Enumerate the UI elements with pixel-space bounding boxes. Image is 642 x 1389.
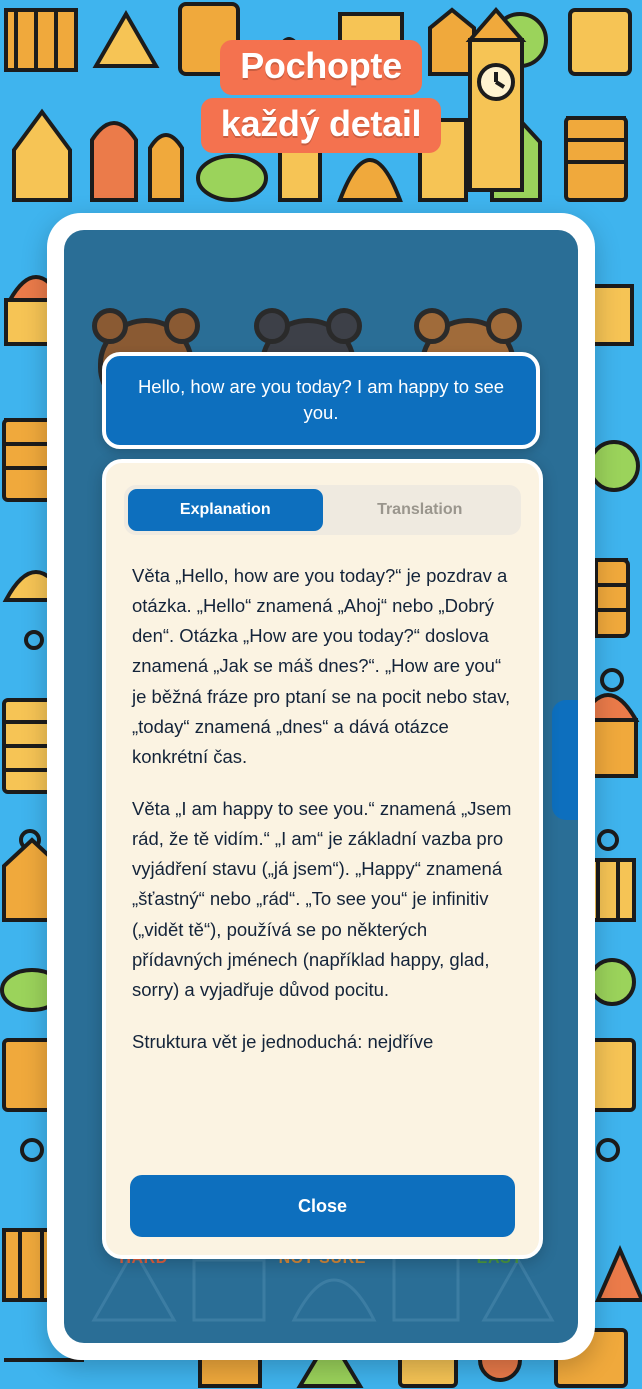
sentence-card	[102, 352, 540, 449]
close-button[interactable]: Close	[130, 1175, 515, 1237]
modal-tab-bar	[124, 485, 521, 535]
promo-headline-line-2: každý detail	[201, 98, 441, 153]
tab-translation[interactable]: Translation	[377, 501, 463, 518]
sentence-text: Hello, how are you today? I am happy to see you.	[137, 376, 505, 424]
explanation-modal	[102, 459, 543, 1259]
tab-explanation[interactable]: Explanation	[128, 489, 323, 531]
explanation-text[interactable]	[124, 561, 521, 1171]
promo-headline-line-1: Pochopte	[220, 40, 422, 95]
explanation-paragraph-3: Struktura vět je jednoduchá: nejdříve	[132, 1030, 434, 1052]
phone-frame	[47, 213, 595, 1360]
app-screen	[64, 230, 578, 1343]
explanation-paragraph-2: Věta „I am happy to see you.“ znamená „Jsem rád, že tě vidím.“ „I am“ je základní vazba pro vyjádření stavu („já jsem“). „Happy“ znamená „šťastný“ nebo „rád“. „To see you“ je infinitiv („vidět tě“), používá se po některých přídavných jménech (například happy, glad, sorry) a vyjadřuje důvod pocitu.	[132, 797, 512, 1000]
promo-headline	[0, 40, 642, 156]
explanation-paragraph-1: Věta „Hello, how are you today?“ je pozdrav a otázka. „Hello“ znamená „Ahoj“ nebo „Dobrý den“. Otázka „How are you today?“ doslova znamená „Jak se máš dnes?“. „How are you“ je běžná fráze pro ptaní se na pocit nebo stav, „today“ znamená „dnes“ a dává otázce konkrétní čas.	[132, 565, 511, 767]
side-panel-handle[interactable]	[552, 700, 578, 820]
